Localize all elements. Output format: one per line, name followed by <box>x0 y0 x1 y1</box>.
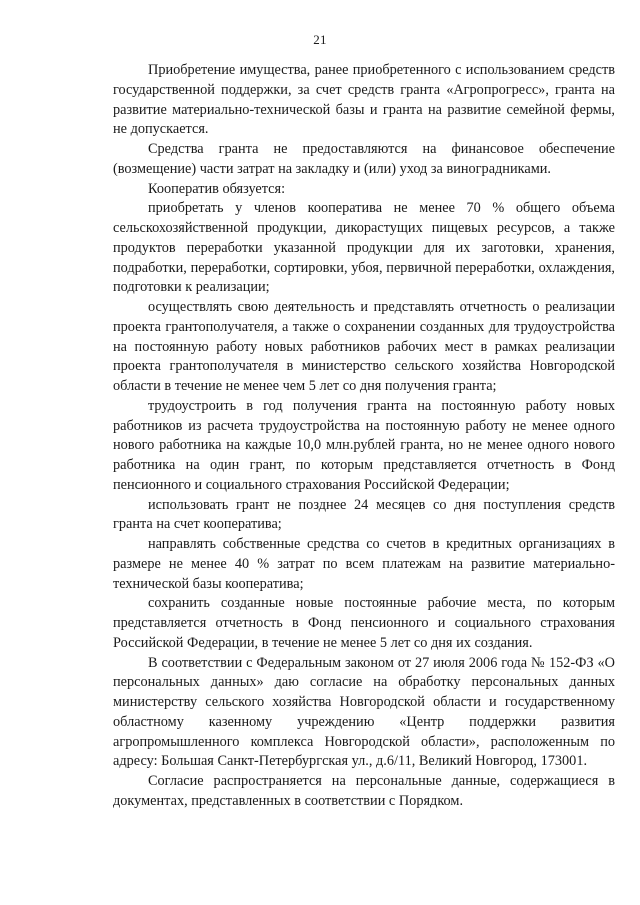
paragraph-consent-scope: Согласие распространяется на персональные данные, содержащиеся в документах, представленных в соответствии с Порядком. <box>113 773 615 809</box>
page-number: 21 <box>313 32 327 47</box>
paragraph-obligation-own-funds: направлять собственные средства со счетов в кредитных организациях в размере не менее 40 % затрат по всем платежам на развитие материально-технической базы кооператива; <box>113 536 615 592</box>
paragraph-personal-data-consent: В соответствии с Федеральным законом от 27 июля 2006 года № 152-ФЗ «О персональных данных» даю согласие на обработку персональных данных министерству сельского хозяйства Новгородской области и государственному областному казенному учреждению «Центр поддержки развития агропромышленного комплекса Новгородской области», расположенным по адресу: Большая Санкт-Петербургская ул., д.6/11, Великий Новгород, 173001. <box>113 654 615 770</box>
paragraph-obligations-intro: Кооператив обязуется: <box>148 180 286 197</box>
paragraph-obligation-purchase: приобретать у членов кооператива не менее 70 % общего объема сельскохозяйственной продукции, дикорастущих пищевых ресурсов, а также продуктов переработки указанной продукции для их заготовки, хранения, подработки, переработки, сортировки, убоя, первичной переработки, охлаждения, подготовки к реализации; <box>113 200 615 296</box>
paragraph-vineyard-exclusion: Средства гранта не предоставляются на финансовое обеспечение (возмещение) части затрат на закладку и (или) уход за виноградниками. <box>113 141 615 177</box>
paragraph-obligation-grant-use: использовать грант не позднее 24 месяцев со дня поступления средств гранта на счет кооператива; <box>113 496 615 533</box>
body-text <box>113 61 615 812</box>
paragraph-obligation-reporting: осуществлять свою деятельность и представлять отчетность о реализации проекта грантополучателя, а также о сохранении созданных для трудоустройства на постоянную работу новых работников рабочих мест в рамках реализации проекта грантополучателя в министерство сельского хозяйства Новгородской области в течение не менее чем 5 лет со дня получения гранта; <box>113 299 615 394</box>
paragraph-obligation-keep-jobs: сохранить созданные новые постоянные рабочие места, по которым представляется отчетность в Фонд пенсионного и социального страхования Российской Федерации, в течение не менее 5 лет со дня их создания. <box>113 595 615 651</box>
paragraph-obligation-employment: трудоустроить в год получения гранта на постоянную работу новых работников из расчета трудоустройства на постоянную работу не менее одного нового работника на каждые 10,0 млн.рублей гранта, но не менее одного нового работника на один грант, по которым представляется отчетность в Фонд пенсионного и социального страхования Российской Федерации; <box>113 397 615 493</box>
paragraph-property-restriction: Приобретение имущества, ранее приобретенного с использованием средств государственной поддержки, за счет средств гранта «Агропрогресс», гранта на развитие материально-технической базы и гранта на развитие семейной фермы, не допускается. <box>113 62 615 138</box>
